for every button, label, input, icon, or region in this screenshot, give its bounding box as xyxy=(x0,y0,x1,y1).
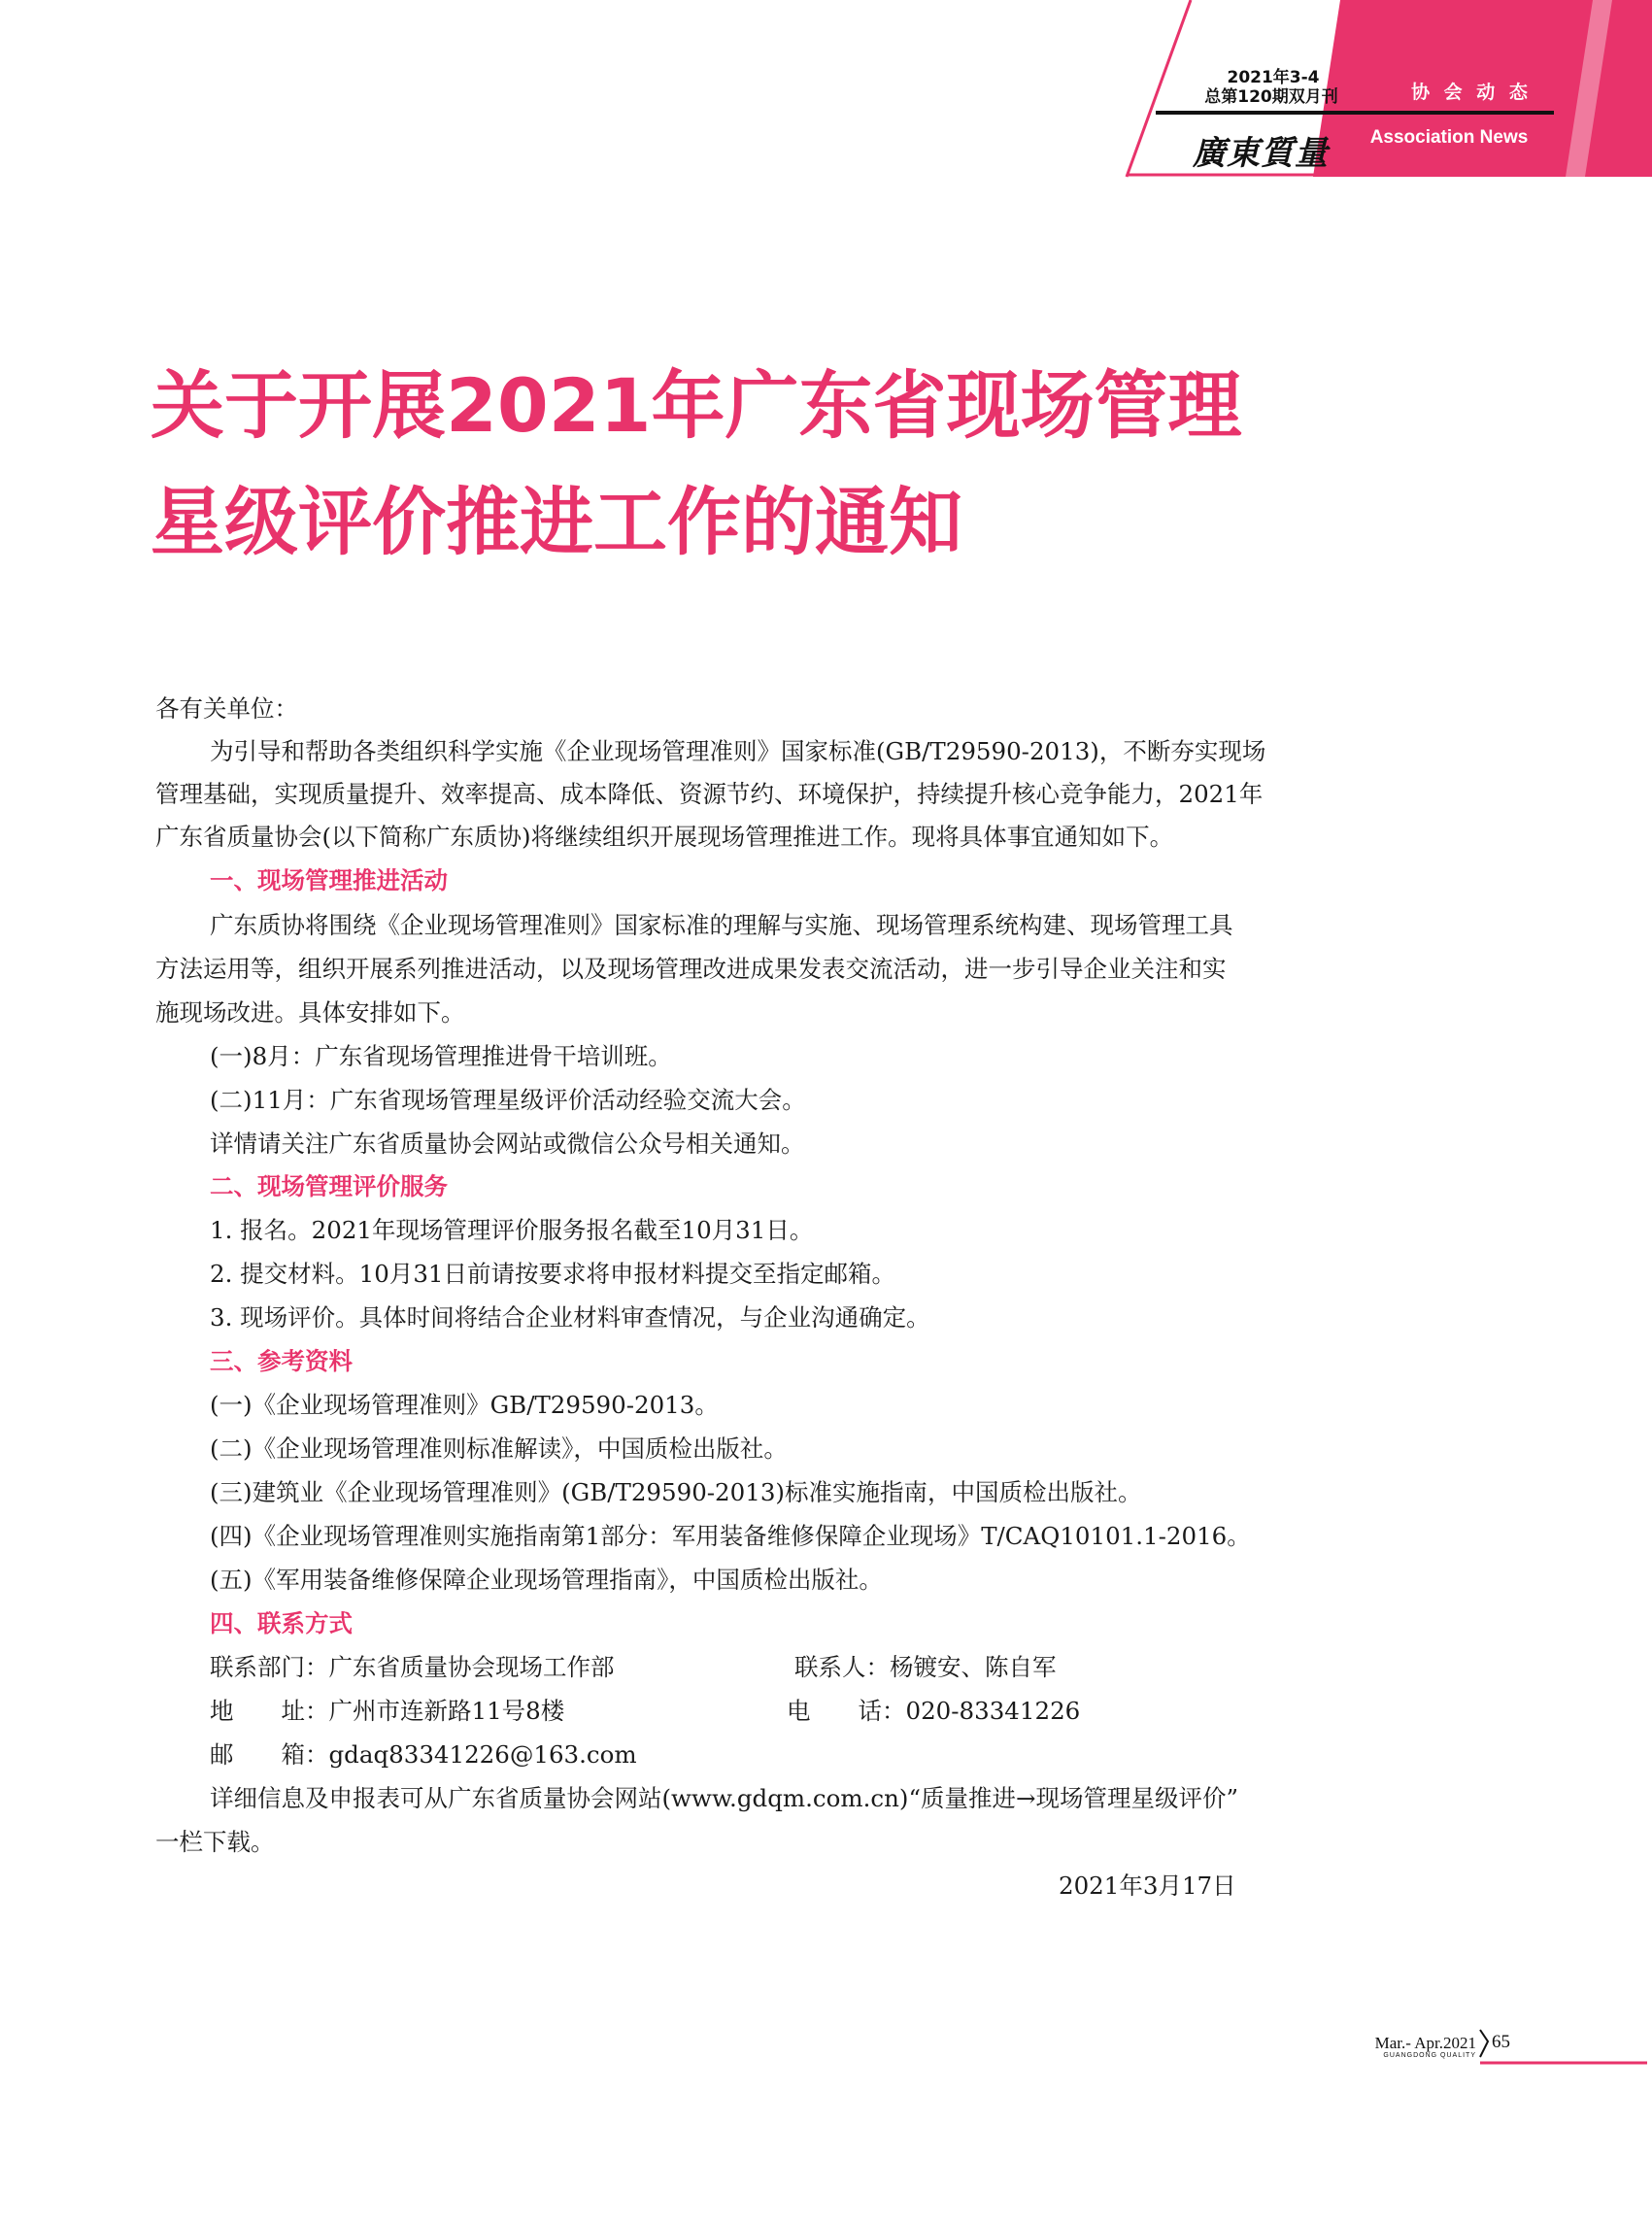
intro-line: 管理基础，实现质量提升、效率提高、成本降低、资源节约、环境保护，持续提升核心竞争能力，2021年 xyxy=(155,780,1264,808)
reference-item: (二)《企业现场管理准则标准解读》，中国质检出版社。 xyxy=(210,1434,788,1463)
article-title-line-2: 星级评价推进工作的通知 xyxy=(151,479,962,565)
magazine-logo: 廣東質量 xyxy=(1193,134,1329,173)
footer-issue-date: Mar.- Apr.2021 xyxy=(1374,2034,1476,2052)
issue-volume-label: 总第120期双月刊 xyxy=(1204,87,1338,107)
section-heading: 二、现场管理评价服务 xyxy=(210,1172,448,1200)
intro-line: 为引导和帮助各类组织科学实施《企业现场管理准则》国家标准(GB/T29590-2013)，不断夯实现场 xyxy=(210,737,1266,765)
issue-label: 2021年3-4 xyxy=(1227,68,1320,87)
contact-department: 联系部门：广东省质量协会现场工作部 xyxy=(210,1653,615,1681)
list-item: 详情请关注广东省质量协会网站或微信公众号相关通知。 xyxy=(210,1130,805,1158)
section-label-cn: 协 会 动 态 xyxy=(1411,82,1532,103)
footer-divider xyxy=(1480,2030,1488,2057)
contact-address: 地 址：广州市连新路11号8楼 xyxy=(210,1697,565,1725)
page-number: 65 xyxy=(1492,2032,1510,2052)
contact-person: 联系人：杨镀安、陈自军 xyxy=(794,1653,1057,1681)
section-label-en: Association News xyxy=(1369,127,1529,148)
section-heading: 四、联系方式 xyxy=(210,1609,353,1637)
list-item: 2. 提交材料。10月31日前请按要求将申报材料提交至指定邮箱。 xyxy=(210,1260,896,1288)
download-note-line: 一栏下载。 xyxy=(155,1828,275,1856)
section-heading: 一、现场管理推进活动 xyxy=(210,866,448,894)
list-item: (二)11月：广东省现场管理星级评价活动经验交流大会。 xyxy=(210,1086,806,1114)
contact-phone: 电 话：020-83341226 xyxy=(787,1697,1081,1725)
download-note-line: 详细信息及申报表可从广东省质量协会网站(www.gdqm.com.cn)“质量推进→现场管理星级评价” xyxy=(210,1784,1239,1812)
list-item: 1. 报名。2021年现场管理评价服务报名截至10月31日。 xyxy=(210,1216,814,1244)
paragraph-line: 广东质协将围绕《企业现场管理准则》国家标准的理解与实施、现场管理系统构建、现场管理工具 xyxy=(210,911,1233,939)
reference-item: (一)《企业现场管理准则》GB/T29590-2013。 xyxy=(210,1391,719,1419)
footer-magazine-name: GUANGDONG QUALITY xyxy=(1383,2052,1476,2059)
intro-line: 广东省质量协会(以下简称广东质协)将继续组织开展现场管理推进工作。现将具体事宜通知如下。 xyxy=(155,823,1174,851)
paragraph-line: 施现场改进。具体安排如下。 xyxy=(155,998,465,1027)
paragraph-line: 方法运用等，组织开展系列推进活动，以及现场管理改进成果发表交流活动，进一步引导企业关注和实 xyxy=(155,955,1227,983)
contact-email: 邮 箱：gdaq83341226@163.com xyxy=(210,1740,637,1769)
reference-item: (三)建筑业《企业现场管理准则》(GB/T29590-2013)标准实施指南，中国质检出版社。 xyxy=(210,1478,1142,1506)
list-item: (一)8月：广东省现场管理推进骨干培训班。 xyxy=(210,1042,672,1070)
reference-item: (四)《企业现场管理准则实施指南第1部分：军用装备维修保障企业现场》T/CAQ10101.1-2016。 xyxy=(210,1522,1251,1550)
salutation: 各有关单位： xyxy=(155,694,298,723)
list-item: 3. 现场评价。具体时间将结合企业材料审查情况，与企业沟通确定。 xyxy=(210,1303,930,1332)
article-title-line-1: 关于开展2021年广东省现场管理 xyxy=(151,362,1242,449)
notice-date: 2021年3月17日 xyxy=(1059,1872,1236,1900)
section-heading: 三、参考资料 xyxy=(210,1347,353,1375)
reference-item: (五)《军用装备维修保障企业现场管理指南》，中国质检出版社。 xyxy=(210,1566,883,1594)
